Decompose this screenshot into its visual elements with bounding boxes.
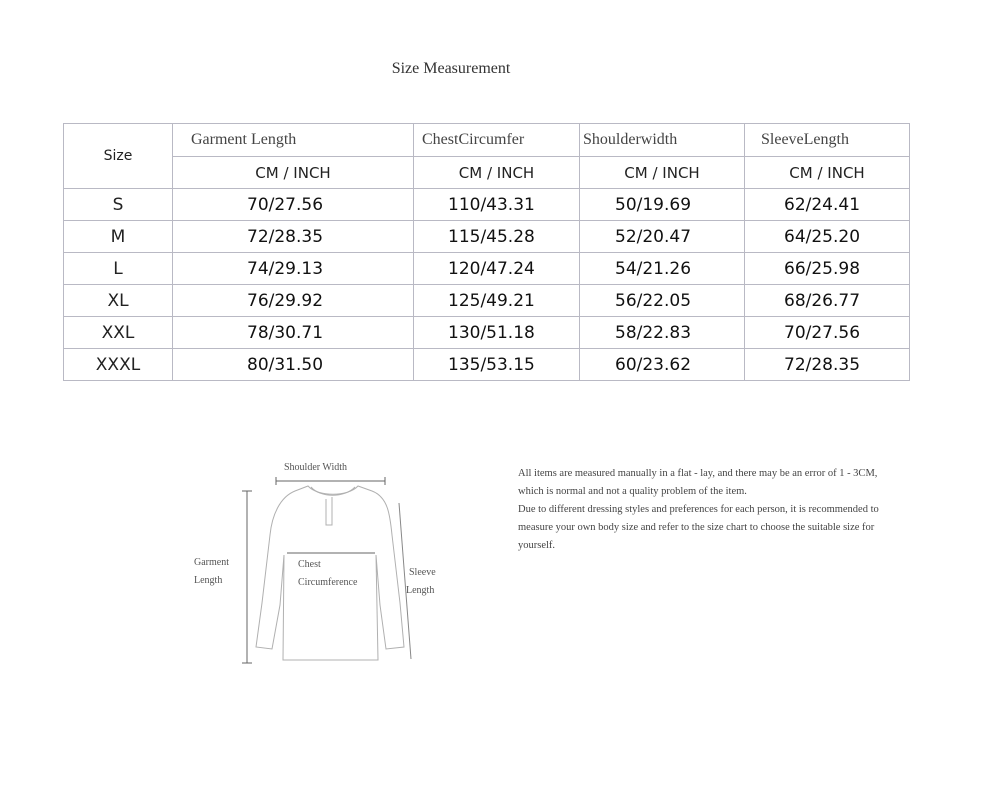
value-cell: 80/31.50 [173,349,414,381]
table-row [64,349,910,381]
value-cell: 50/19.69 [580,189,745,221]
value-cell: 72/28.35 [745,349,910,381]
header-row [64,124,910,157]
value-cell: 68/26.77 [745,285,910,317]
size-table [63,123,910,381]
value-cell: 56/22.05 [580,285,745,317]
value-cell: 72/28.35 [173,221,414,253]
note-paragraph: Due to different dressing styles and preferences for each person, it is recommended to measure your own body size and refer to the size chart to choose the suitable size for yourself. [518,504,879,551]
value-cell: 60/23.62 [580,349,745,381]
size-label: L [64,253,173,285]
chest-label-line2: Circumference [298,577,358,588]
value-cell: 76/29.92 [173,285,414,317]
unit-sleeve: CM / INCH [745,157,910,189]
chest-label-line1: Chest [298,559,321,570]
shirt-diagram [180,455,450,670]
size-header: Size [64,124,173,189]
table-row [64,317,910,349]
table-row [64,221,910,253]
value-cell: 130/51.18 [414,317,580,349]
size-label: S [64,189,173,221]
value-cell: 66/25.98 [745,253,910,285]
value-cell: 52/20.47 [580,221,745,253]
col-header-sleeve: SleeveLength [745,124,910,157]
garment-length-label-line2: Length [194,575,223,586]
value-cell: 70/27.56 [173,189,414,221]
col-header-chest: ChestCircumfer [414,124,580,157]
value-cell: 125/49.21 [414,285,580,317]
table-row [64,285,910,317]
col-header-garment-length: Garment Length [173,124,414,157]
value-cell: 74/29.13 [173,253,414,285]
size-label: M [64,221,173,253]
unit-chest: CM / INCH [414,157,580,189]
table-row [64,189,910,221]
table-row [64,253,910,285]
page-title: Size Measurement [391,60,511,77]
sleeve-label-line1: Sleeve [409,567,436,578]
garment-length-label-line1: Garment [194,557,229,568]
size-label: XXL [64,317,173,349]
shoulder-width-label: Shoulder Width [284,462,348,473]
value-cell: 54/21.26 [580,253,745,285]
unit-row [64,157,910,189]
size-label: XL [64,285,173,317]
value-cell: 62/24.41 [745,189,910,221]
value-cell: 135/53.15 [414,349,580,381]
note-paragraph: All items are measured manually in a flat - lay, and there may be an error of 1 - 3CM, which is normal and not a quality problem of the item. [518,468,878,497]
value-cell: 78/30.71 [173,317,414,349]
value-cell: 120/47.24 [414,253,580,285]
value-cell: 58/22.83 [580,317,745,349]
value-cell: 115/45.28 [414,221,580,253]
measurement-note [518,465,898,555]
unit-garment-length: CM / INCH [173,157,414,189]
unit-shoulder: CM / INCH [580,157,745,189]
shirt-outline-icon [256,486,404,660]
size-label: XXXL [64,349,173,381]
sleeve-label-line2: Length [406,585,435,596]
value-cell: 64/25.20 [745,221,910,253]
value-cell: 110/43.31 [414,189,580,221]
value-cell: 70/27.56 [745,317,910,349]
col-header-shoulder: Shoulderwidth [580,124,745,157]
